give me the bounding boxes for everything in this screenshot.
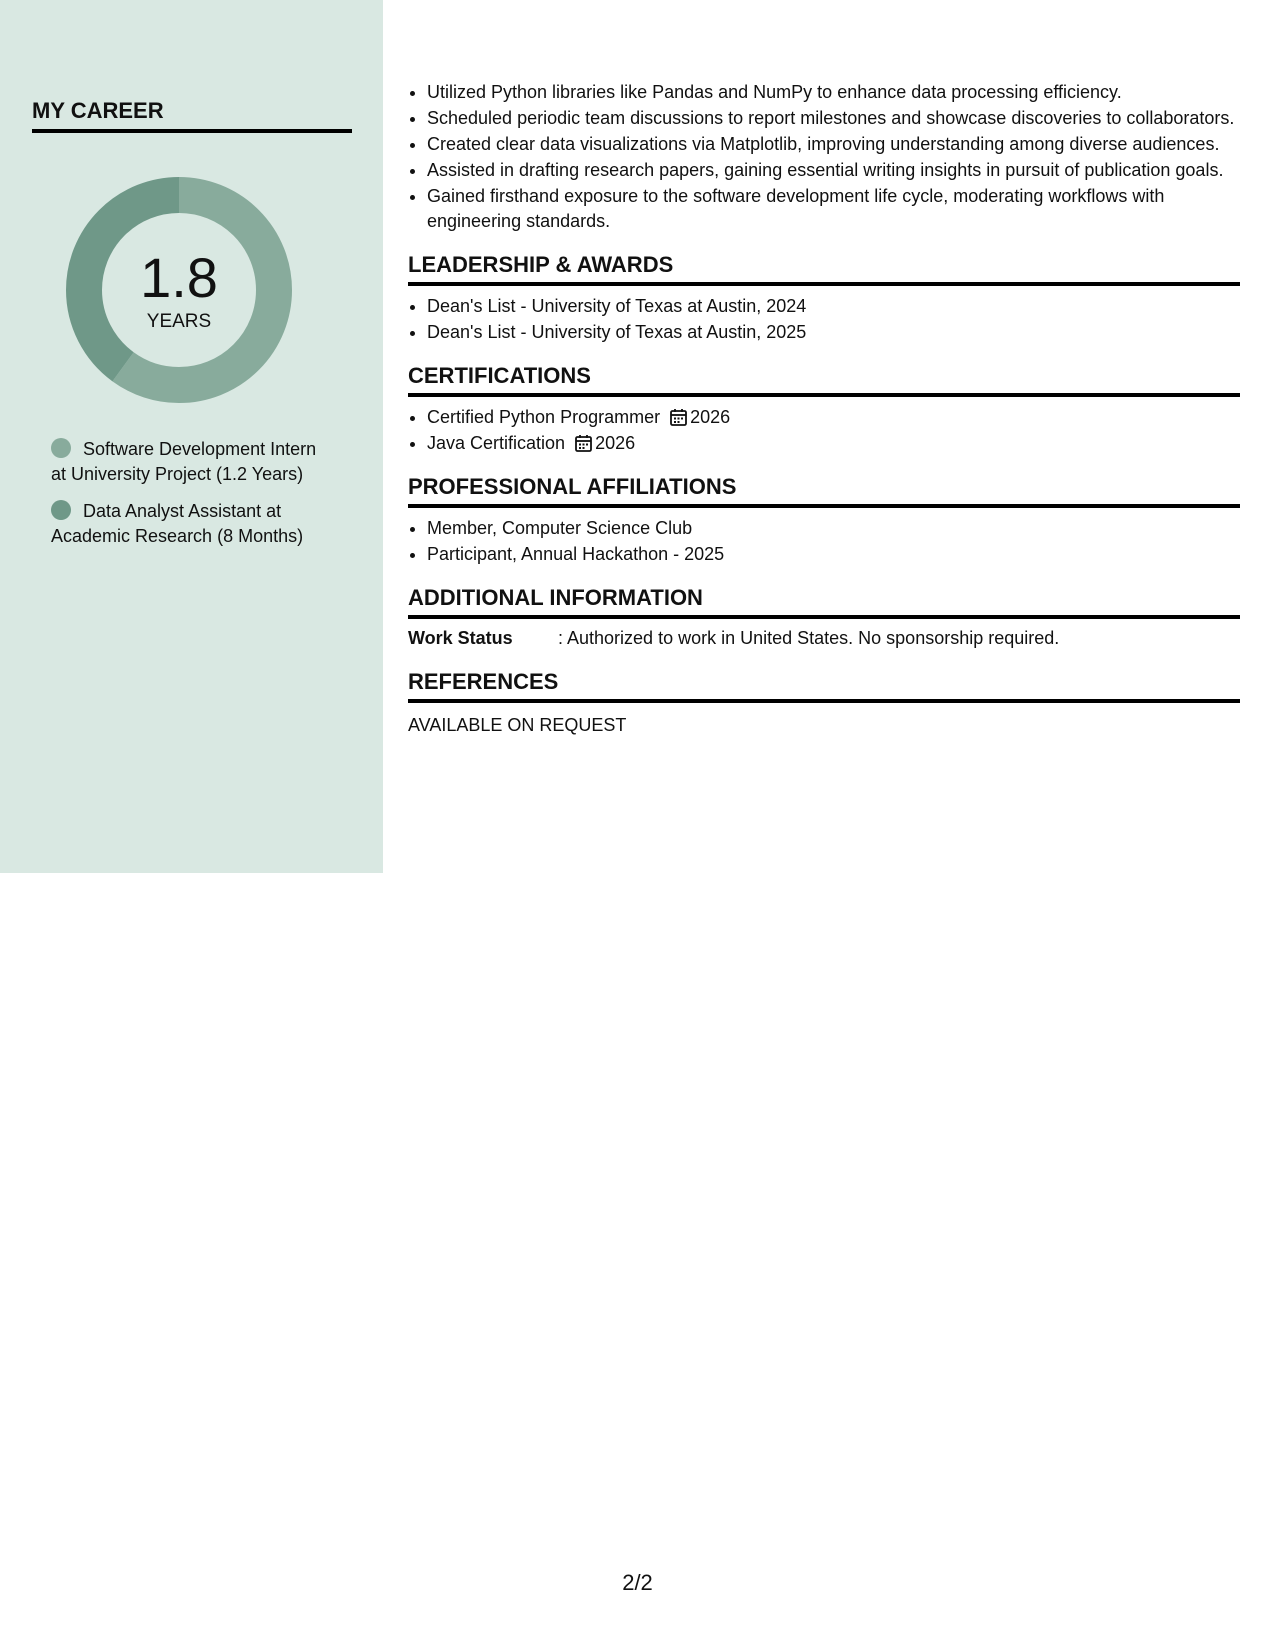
career-legend <box>51 437 321 561</box>
list-item: • Scheduled periodic team discussions to report milestones and showcase discoveries to collaborators. <box>427 106 1240 131</box>
list-item: • Assisted in drafting research papers, gaining essential writing insights in pursuit of publication goals. <box>427 158 1240 183</box>
legend-label: Software Development Intern at University Project (1.2 Years) <box>51 439 317 484</box>
list-item <box>427 431 1240 456</box>
list-item: • Gained firsthand exposure to the software development life cycle, moderating workflows with engineering standards. <box>427 184 1240 234</box>
page-number: 2/2 <box>622 1570 653 1595</box>
cert-year: 2026 <box>690 407 731 427</box>
cert-year: 2026 <box>595 433 636 453</box>
list-item: • Created clear data visualizations via Matplotlib, improving understanding among diverse audiences. <box>427 132 1240 157</box>
legend-item <box>51 499 321 549</box>
section-title: PROFESSIONAL AFFILIATIONS <box>408 474 1240 508</box>
career-years-unit: YEARS <box>146 311 212 332</box>
certifications-section <box>408 363 1240 456</box>
experience-bullets <box>408 80 1240 234</box>
section-title: REFERENCES <box>408 669 1240 703</box>
list-item: • Participant, Annual Hackathon - 2025 <box>427 542 1240 567</box>
section-title: CERTIFICATIONS <box>408 363 1240 397</box>
leadership-section <box>408 252 1240 345</box>
list-item: • Member, Computer Science Club <box>427 516 1240 541</box>
list-item: • Dean's List - University of Texas at Austin, 2024 <box>427 294 1240 319</box>
work-status-value: : Authorized to work in United States. No sponsorship required. <box>558 628 1060 648</box>
additional-info-section <box>408 585 1240 651</box>
legend-dot-icon <box>51 438 71 458</box>
list-item: • Utilized Python libraries like Pandas and NumPy to enhance data processing efficiency. <box>427 80 1240 105</box>
cert-name: Certified Python Programmer <box>427 407 661 427</box>
calendar-icon <box>670 408 687 426</box>
calendar-icon <box>575 434 592 452</box>
cert-name: Java Certification <box>427 433 566 453</box>
legend-dot-icon <box>51 500 71 520</box>
affiliations-section <box>408 474 1240 567</box>
sidebar-heading: MY CAREER <box>32 98 352 133</box>
main-content <box>408 80 1240 738</box>
section-title: ADDITIONAL INFORMATION <box>408 585 1240 619</box>
references-section <box>408 669 1240 738</box>
legend-item <box>51 437 321 487</box>
list-item <box>427 405 1240 430</box>
references-text: AVAILABLE ON REQUEST <box>408 715 627 735</box>
career-years-value: 1.8 <box>140 246 218 309</box>
sidebar <box>0 0 383 873</box>
work-status-row <box>408 626 1240 651</box>
section-title: LEADERSHIP & AWARDS <box>408 252 1240 286</box>
work-status-label: Work Status <box>408 628 513 648</box>
list-item: • Dean's List - University of Texas at Austin, 2025 <box>427 320 1240 345</box>
legend-label: Data Analyst Assistant at Academic Research (8 Months) <box>51 501 304 546</box>
